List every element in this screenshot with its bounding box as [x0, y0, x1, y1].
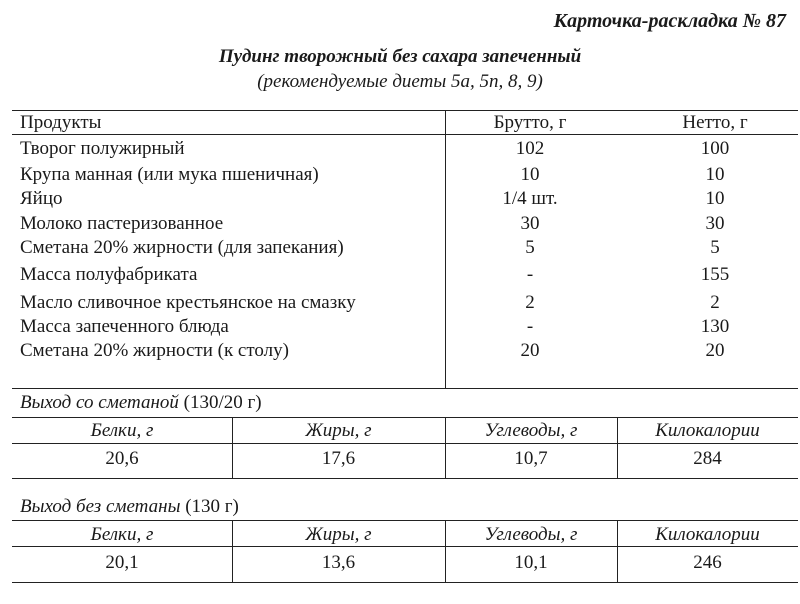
product-name: Молоко пастеризованное	[20, 213, 224, 234]
yield-with-label-main: Выход со сметаной	[20, 392, 179, 413]
dish-title: Пудинг творожный без сахара запеченный	[218, 46, 582, 67]
kcal-value: 284	[693, 448, 722, 469]
brutto-value: 20	[520, 340, 540, 361]
header-kcal: Килокалории	[655, 524, 760, 545]
header-kcal: Килокалории	[655, 420, 760, 441]
table-bottom-border	[12, 388, 798, 389]
carbs-value: 10,7	[514, 448, 548, 469]
header-fat: Жиры, г	[305, 524, 372, 545]
product-name: Сметана 20% жирности (для запекания)	[20, 237, 344, 258]
brutto-value: 30	[520, 213, 540, 234]
yield-with-header-divider	[12, 443, 798, 444]
fat-value: 17,6	[321, 448, 356, 469]
yield-without-label-main: Выход без сметаны	[20, 496, 181, 517]
protein-value: 20,6	[105, 448, 139, 469]
netto-value: 155	[700, 264, 730, 285]
brutto-value: -	[526, 316, 534, 337]
yield-without-label-weight: (130 г)	[185, 496, 239, 517]
brutto-value: 2	[525, 292, 535, 313]
table-top-border	[12, 110, 798, 111]
product-name: Масло сливочное крестьянское на смазку	[20, 292, 356, 313]
header-carbs: Углеводы, г	[484, 420, 578, 441]
brutto-value: 5	[525, 237, 535, 258]
product-name: Крупа манная (или мука пшеничная)	[20, 164, 319, 185]
carbs-value: 10,1	[514, 552, 548, 573]
yield-without-top-border	[12, 520, 798, 521]
yield-with-top-border	[12, 417, 798, 418]
product-name: Сметана 20% жирности (к столу)	[20, 340, 289, 361]
product-name: Творог полужирный	[20, 138, 185, 159]
fat-value: 13,6	[321, 552, 356, 573]
brutto-value: 1/4 шт.	[502, 188, 558, 209]
yield-with-label-weight: (130/20 г)	[183, 392, 262, 413]
netto-value: 2	[710, 292, 720, 313]
yield-without-header-divider	[12, 546, 798, 547]
yield-with-bottom-border	[12, 478, 798, 479]
header-fat: Жиры, г	[305, 420, 372, 441]
netto-value: 5	[710, 237, 720, 258]
yield-without-label	[20, 496, 239, 518]
product-name: Масса полуфабриката	[20, 264, 198, 285]
header-protein: Белки, г	[90, 524, 154, 545]
header-protein: Белки, г	[90, 420, 154, 441]
diet-subtitle: (рекомендуемые диеты 5а, 5п, 8, 9)	[257, 71, 543, 92]
protein-value: 20,1	[105, 552, 139, 573]
netto-value: 130	[700, 316, 730, 337]
netto-value: 10	[705, 188, 725, 209]
yield-with-label	[20, 392, 262, 414]
netto-value: 30	[705, 213, 725, 234]
header-products: Продукты	[20, 112, 102, 133]
product-name: Яйцо	[20, 188, 63, 209]
column-divider	[445, 110, 446, 388]
header-brutto: Брутто, г	[493, 112, 567, 133]
netto-value: 100	[700, 138, 730, 159]
brutto-value: 102	[515, 138, 545, 159]
kcal-value: 246	[693, 552, 722, 573]
product-name: Масса запеченного блюда	[20, 316, 229, 337]
brutto-value: -	[526, 264, 534, 285]
yield-without-bottom-border	[12, 582, 798, 583]
header-netto: Нетто, г	[682, 112, 748, 133]
brutto-value: 10	[520, 164, 540, 185]
netto-value: 20	[705, 340, 725, 361]
card-number: Карточка-раскладка № 87	[553, 10, 786, 32]
netto-value: 10	[705, 164, 725, 185]
table-header-divider	[12, 134, 798, 135]
header-carbs: Углеводы, г	[484, 524, 578, 545]
